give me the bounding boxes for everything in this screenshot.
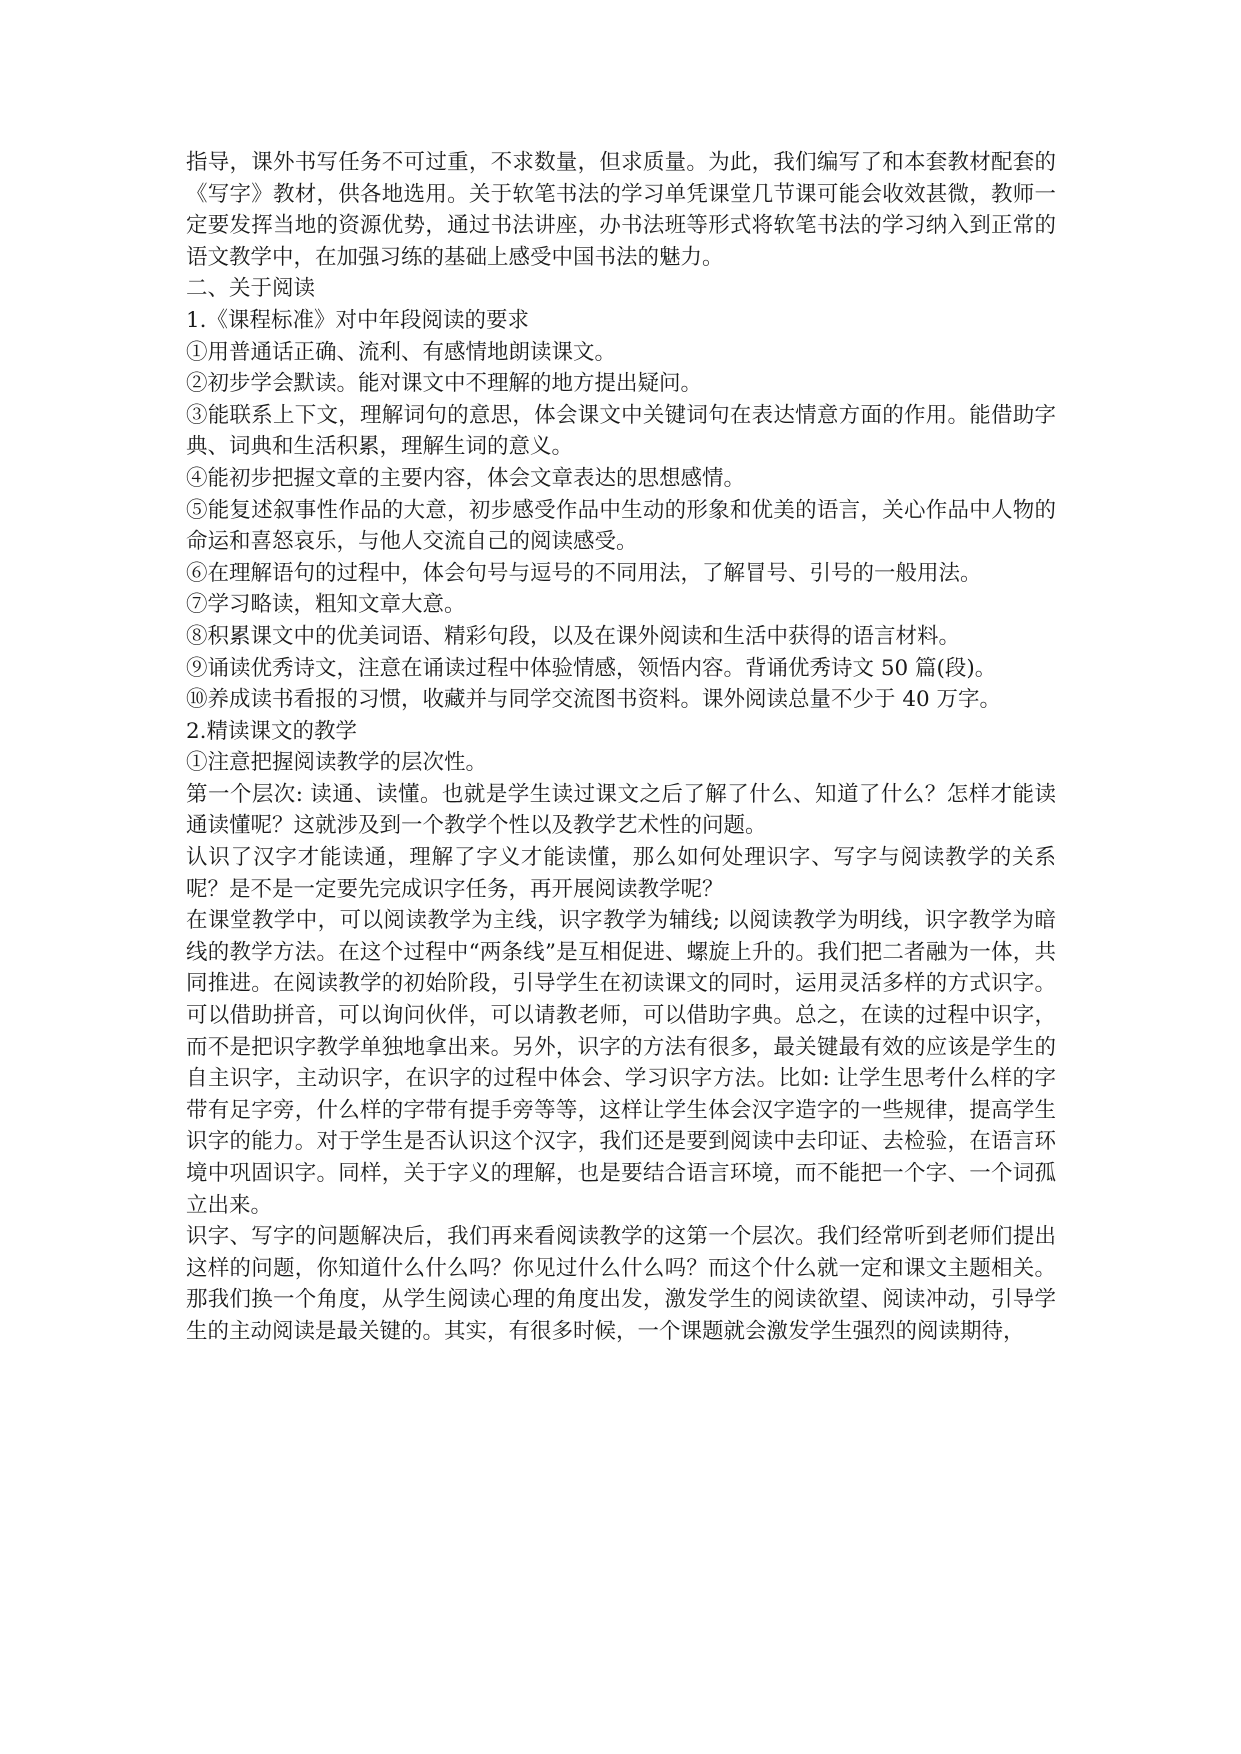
requirement-item-4: ④能初步把握文章的主要内容，体会文章表达的思想感情。: [186, 465, 746, 491]
requirement-item-2: ②初步学会默读。能对课文中不理解的地方提出疑问。: [186, 371, 703, 397]
requirement-item-1: ①用普通话正确、流利、有感情地朗读课文。: [186, 339, 617, 365]
requirement-item-3: ③能联系上下文，理解词句的意思，体会课文中关键词句在表达情意方面的作用。能借助字典、词典和生活积累，理解生词的意义。: [186, 402, 1056, 460]
requirement-item-8: ⑧积累课文中的优美词语、精彩句段，以及在课外阅读和生活中获得的语言材料。: [186, 623, 961, 649]
requirement-item-6: ⑥在理解语句的过程中，体会句号与逗号的不同用法，了解冒号、引号的一般用法。: [186, 560, 982, 586]
requirement-item-9: ⑨诵读优秀诗文，注意在诵读过程中体验情感，领悟内容。背诵优秀诗文 50 篇(段)。: [186, 655, 997, 681]
section-heading-reading: 二、关于阅读: [186, 276, 316, 302]
paragraph-reading-motivation: 识字、写字的问题解决后，我们再来看阅读教学的这第一个层次。我们经常听到老师们提出这样的问题，你知道什么什么吗？你见过什么什么吗？而这个什么就一定和课文主题相关。那我们换一个角度，从学生阅读心理的角度出发，激发学生的阅读欲望、阅读冲动，引导学生的主动阅读是最关键的。其实，有很多时候，一个课题就会激发学生强烈的阅读期待，: [186, 1224, 1056, 1344]
requirement-item-10: ⑩养成读书看报的习惯，收藏并与同学交流图书资料。课外阅读总量不少于 40 万字。: [186, 687, 1002, 713]
document-page: [186, 147, 1056, 1348]
subheading-curriculum-standard: 1.《课程标准》对中年段阅读的要求: [186, 307, 530, 333]
requirement-item-5: ⑤能复述叙事性作品的大意，初步感受作品中生动的形象和优美的语言，关心作品中人物的命运和喜怒哀乐，与他人交流自己的阅读感受。: [186, 497, 1056, 555]
subheading-intensive-reading: 2.精读课文的教学: [186, 718, 358, 744]
paragraph-literacy-question: 认识了汉字才能读通，理解了字义才能读懂，那么如何处理识字、写字与阅读教学的关系呢？是不是一定要先完成识字任务，再开展阅读教学呢？: [186, 845, 1056, 902]
paragraph-first-level: 第一个层次: 读通、读懂。也就是学生读过课文之后了解了什么、知道了什么？怎样才能读通读懂呢？这就涉及到一个教学个性以及教学艺术性的问题。: [186, 781, 1056, 839]
point-reading-levels: ①注意把握阅读教学的层次性。: [186, 750, 488, 776]
paragraph-writing-guidance: 指导，课外书写任务不可过重，不求数量，但求质量。为此，我们编写了和本套教材配套的《写字》教材，供各地选用。关于软笔书法的学习单凭课堂几节课可能会收效甚微，教师一定要发挥当地的资源优势，通过书法讲座，办书法班等形式将软笔书法的学习纳入到正常的语文教学中，在加强习练的基础上感受中国书法的魅力。: [186, 150, 1056, 270]
paragraph-classroom-teaching: 在课堂教学中，可以阅读教学为主线，识字教学为辅线; 以阅读教学为明线，识字教学为暗线的教学方法。在这个过程中“两条线”是互相促进、螺旋上升的。我们把二者融为一体，共同推进。在阅读教学的初始阶段，引导学生在初读课文的同时，运用灵活多样的方式识字。可以借助拼音，可以询问伙伴，可以请教老师，可以借助字典。总之，在读的过程中识字，而不是把识字教学单独地拿出来。另外，识字的方法有很多，最关键最有效的应该是学生的自主识字，主动识字，在识字的过程中体会、学习识字方法。比如: 让学生思考什么样的字带有足字旁，什么样的字带有提手旁等等，这样让学生体会汉字造字的一些规律，提高学生识字的能力。对于学生是否认识这个汉字，我们还是要到阅读中去印证、去检验，在语言环境中巩固识字。同样，关于字义的理解，也是要结合语言环境，而不能把一个字、一个词孤立出来。: [186, 908, 1056, 1218]
requirement-item-7: ⑦学习略读，粗知文章大意。: [186, 592, 466, 618]
